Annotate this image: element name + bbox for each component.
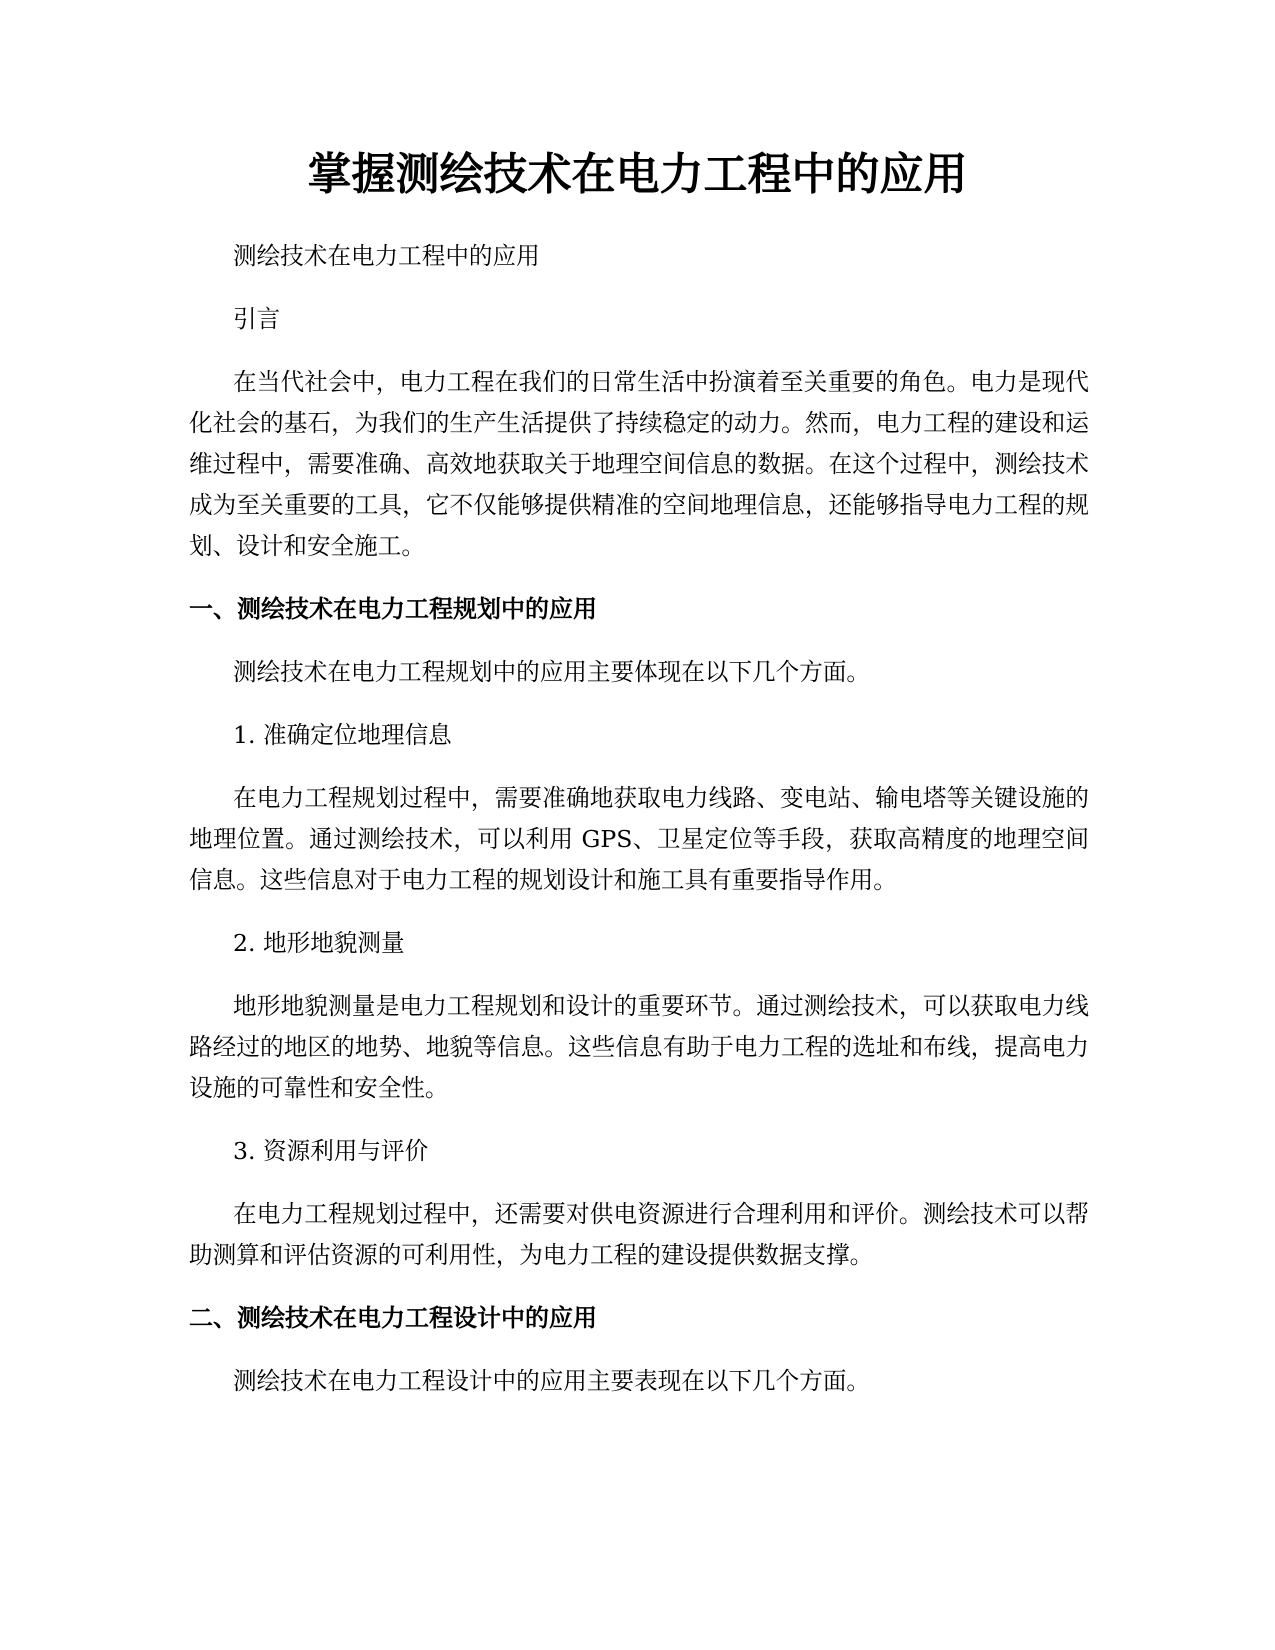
intro-paragraph: 在当代社会中，电力工程在我们的日常生活中扮演着至关重要的角色。电力是现代化社会的基石，为我们的生产生活提供了持续稳定的动力。然而，电力工程的建设和运维过程中，需要准确、高效地获取关于地理空间信息的数据。在这个过程中，测绘技术成为至关重要的工具，它不仅能够提供精准的空间地理信息，还能够指导电力工程的规划、设计和安全施工。 bbox=[189, 368, 1089, 560]
subsection-3-title: 3. 资源利用与评价 bbox=[233, 1137, 429, 1165]
subsection-1-paragraph: 在电力工程规划过程中，需要准确地获取电力线路、变电站、输电塔等关键设施的地理位置。通过测绘技术，可以利用 GPS、卫星定位等手段，获取高精度的地理空间信息。这些信息对于电力工程的规划设计和施工具有重要指导作用。 bbox=[189, 784, 1089, 894]
intro-label: 引言 bbox=[233, 305, 281, 333]
document-title: 掌握测绘技术在电力工程中的应用 bbox=[307, 149, 968, 200]
subsection-2-paragraph: 地形地貌测量是电力工程规划和设计的重要环节。通过测绘技术，可以获取电力线路经过的地区的地势、地貌等信息。这些信息有助于电力工程的选址和布线，提高电力设施的可靠性和安全性。 bbox=[189, 992, 1089, 1102]
section-heading-2: 二、测绘技术在电力工程设计中的应用 bbox=[189, 1304, 597, 1332]
subsection-1-title: 1. 准确定位地理信息 bbox=[233, 721, 452, 749]
section-heading-1: 一、测绘技术在电力工程规划中的应用 bbox=[189, 595, 597, 623]
subsection-2-title: 2. 地形地貌测量 bbox=[233, 929, 405, 957]
document-body bbox=[189, 236, 1089, 1424]
subtitle-paragraph: 测绘技术在电力工程中的应用 bbox=[233, 242, 540, 270]
subsection-3-paragraph: 在电力工程规划过程中，还需要对供电资源进行合理利用和评价。测绘技术可以帮助测算和评估资源的可利用性，为电力工程的建设提供数据支撑。 bbox=[189, 1200, 1089, 1269]
section-1-intro: 测绘技术在电力工程规划中的应用主要体现在以下几个方面。 bbox=[233, 658, 871, 686]
section-2-intro: 测绘技术在电力工程设计中的应用主要表现在以下几个方面。 bbox=[233, 1367, 871, 1395]
